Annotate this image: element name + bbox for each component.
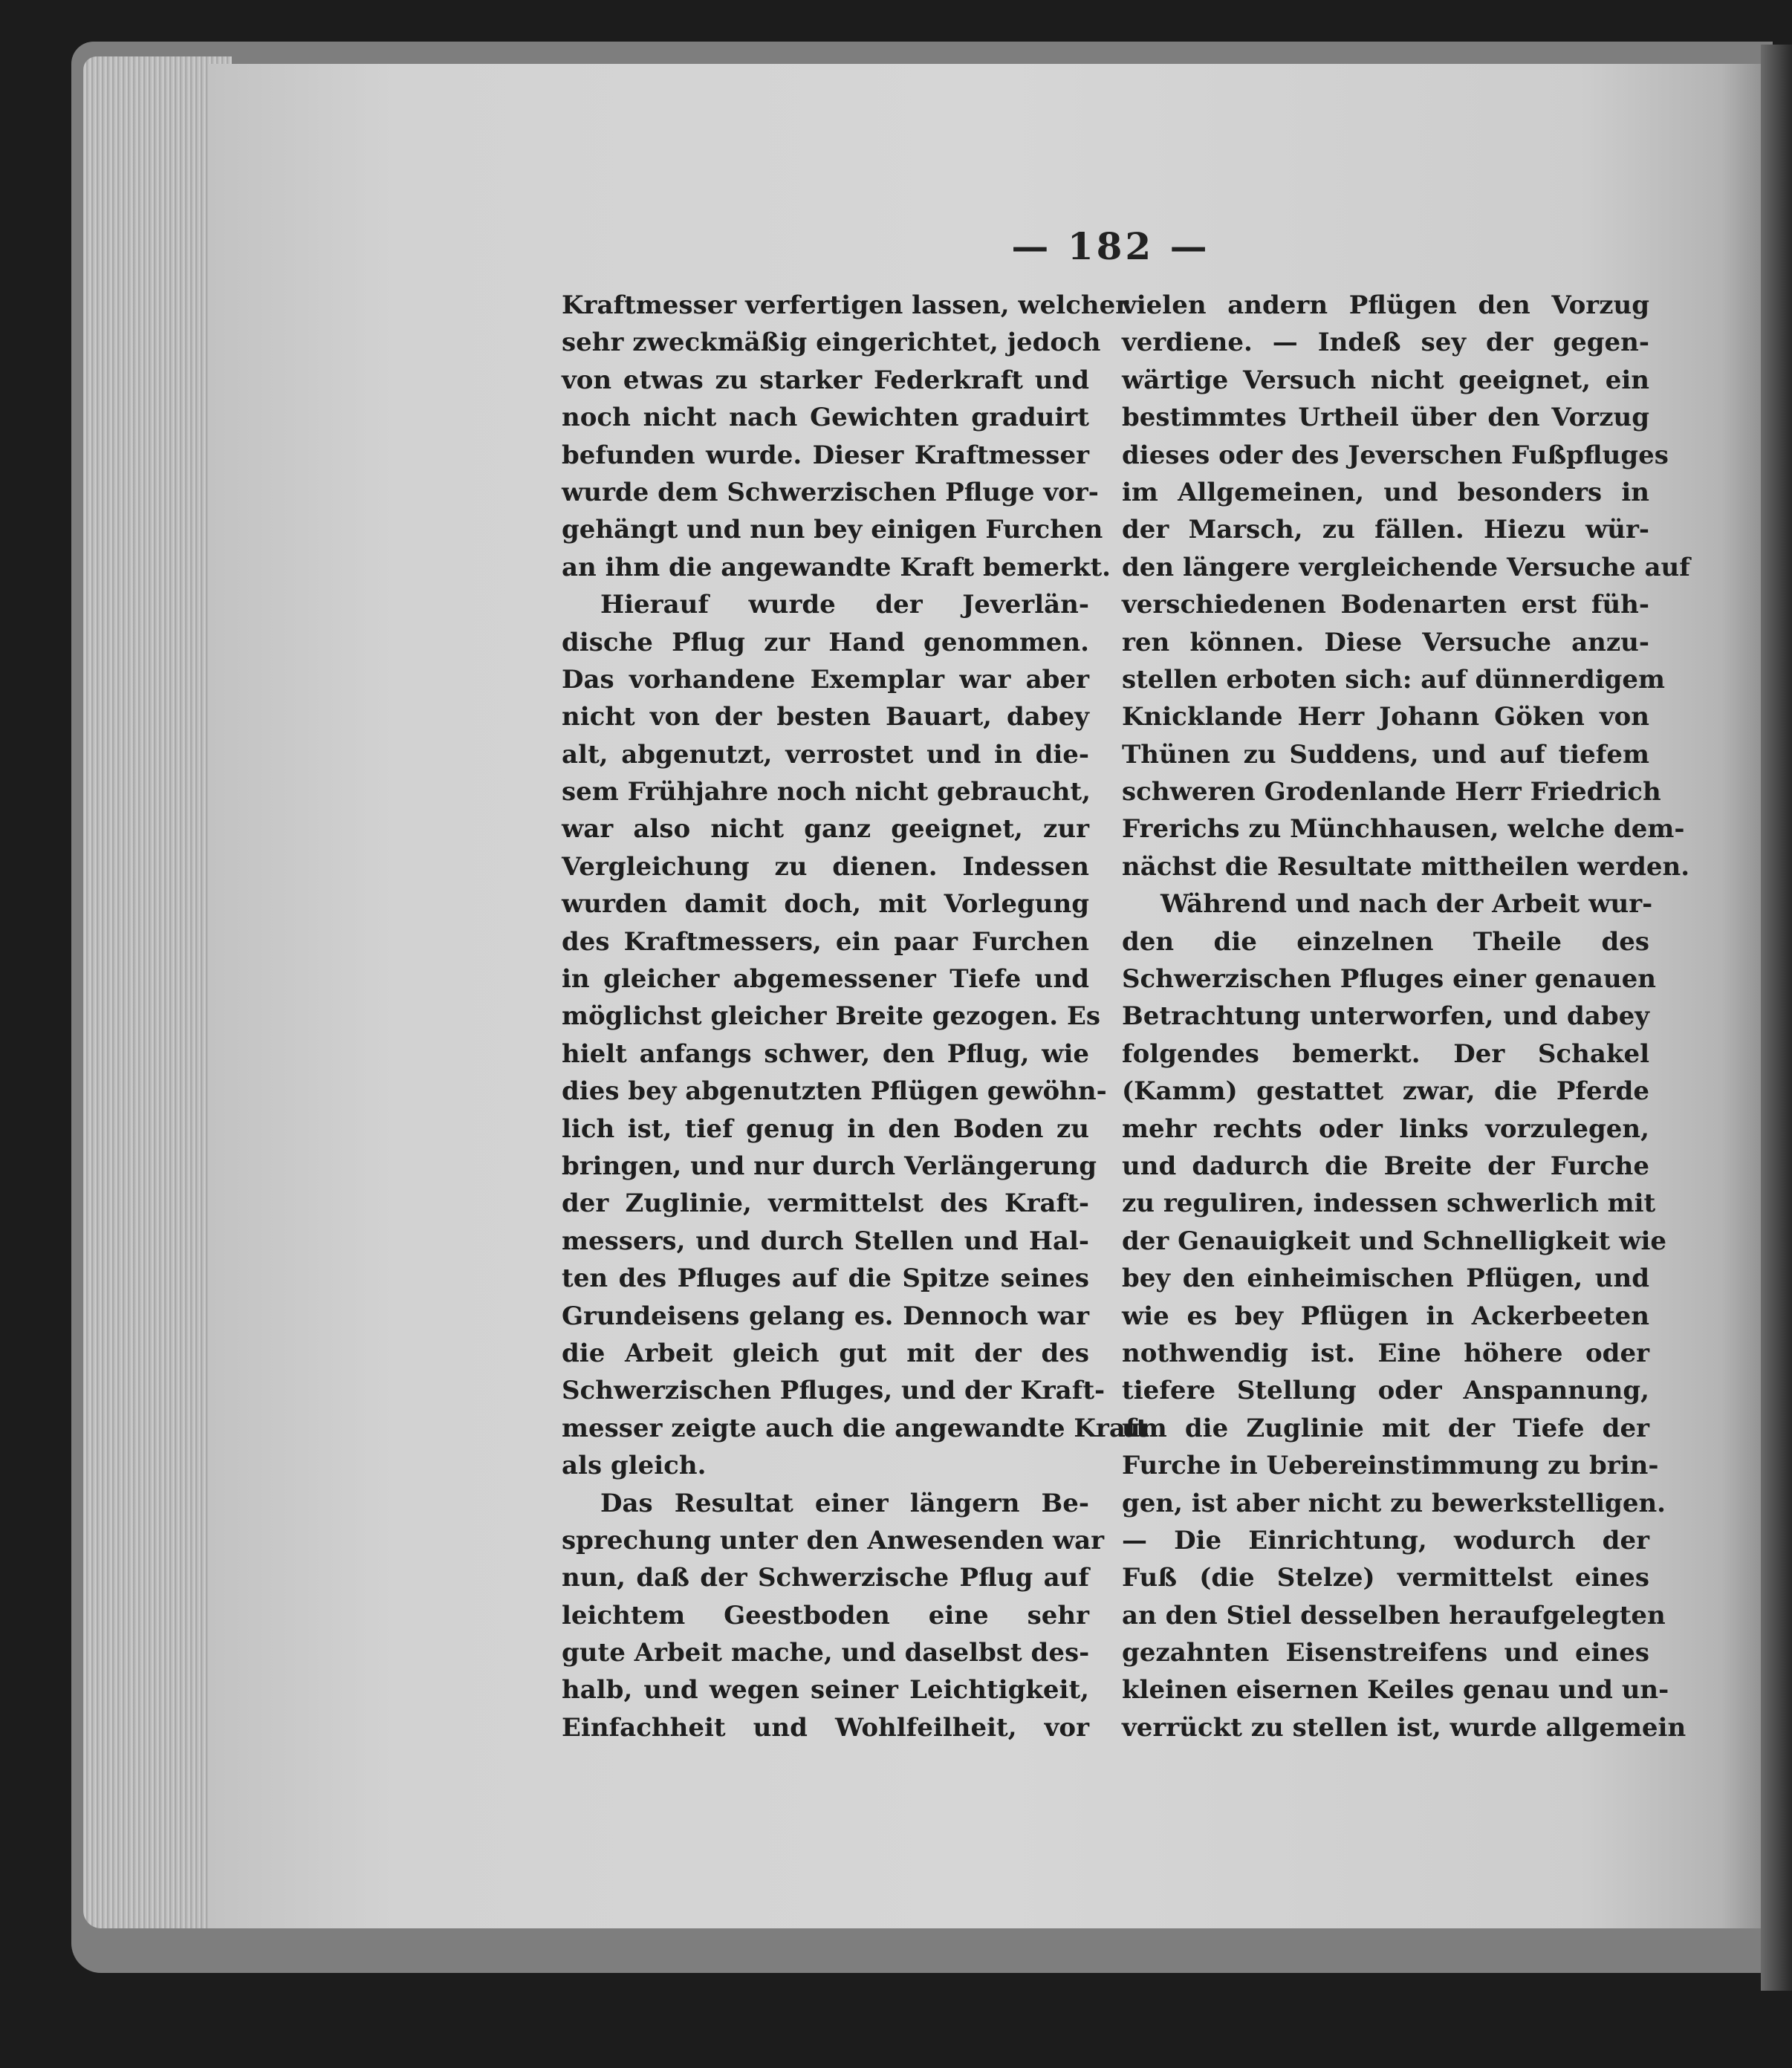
text-line: halb, und wegen seiner Leichtigkeit,: [562, 1675, 1089, 1706]
text-line: der Zuglinie, vermittelst des Kraft-: [562, 1189, 1089, 1219]
text-line: ten des Pfluges auf die Spitze seines: [562, 1264, 1089, 1294]
text-line: mehr rechts oder links vorzulegen,: [1122, 1113, 1649, 1144]
text-line: Einfachheit und Wohlfeilheit, vor: [562, 1712, 1089, 1743]
text-line: lich ist, tief genug in den Boden zu: [562, 1113, 1089, 1144]
text-line: vielen andern Pflügen den Vorzug: [1122, 290, 1649, 320]
text-line: und dadurch die Breite der Furche: [1122, 1151, 1649, 1181]
text-line: gute Arbeit mache, und daselbst des-: [562, 1638, 1090, 1668]
text-line: Grundeisens gelang es. Dennoch war: [562, 1301, 1089, 1331]
text-line: nächst die Resultate mittheilen werden.: [1122, 851, 1690, 882]
text-line: nothwendig ist. Eine höhere oder: [1122, 1338, 1649, 1368]
text-line: Das Resultat einer längern Be-: [600, 1488, 1089, 1518]
text-line: nicht von der besten Bauart, dabey: [562, 702, 1089, 732]
text-line: Vergleichung zu dienen. Indessen: [562, 851, 1089, 882]
text-line: wie es bey Pflügen in Ackerbeeten: [1122, 1301, 1649, 1331]
text-line: tiefere Stellung oder Anspannung,: [1122, 1376, 1649, 1406]
text-line: sprechung unter den Anwesenden war: [562, 1525, 1105, 1555]
text-line: schweren Grodenlande Herr Friedrich: [1122, 777, 1661, 807]
text-line: gezahnten Eisenstreifens und eines: [1122, 1638, 1649, 1668]
text-line: die Arbeit gleich gut mit der des: [562, 1338, 1089, 1368]
text-line: den die einzelnen Theile des: [1122, 926, 1649, 957]
text-line: Schwerzischen Pfluges, und der Kraft-: [562, 1376, 1106, 1406]
text-line: sem Frühjahre noch nicht gebraucht,: [562, 777, 1091, 807]
text-line: messers, und durch Stellen und Hal-: [562, 1226, 1089, 1256]
text-line: messer zeigte auch die angewandte Kraft: [562, 1413, 1149, 1443]
text-line: Schwerzischen Pfluges einer genauen: [1122, 964, 1657, 995]
text-line: dies bey abgenutzten Pflügen gewöhn-: [562, 1076, 1107, 1107]
text-line: hielt anfangs schwer, den Pflug, wie: [562, 1038, 1089, 1069]
text-line: (Kamm) gestattet zwar, die Pferde: [1122, 1076, 1649, 1107]
text-line: dieses oder des Jeverschen Fußpfluges: [1122, 440, 1669, 470]
text-line: verdiene. — Indeß sey der gegen-: [1122, 328, 1649, 358]
text-line: kleinen eisernen Keiles genau und un-: [1122, 1675, 1669, 1706]
text-line: an ihm die angewandte Kraft bemerkt.: [562, 552, 1111, 582]
text-line: im Allgemeinen, und besonders in: [1122, 477, 1649, 507]
text-line: den längere vergleichende Versuche auf: [1122, 552, 1690, 582]
text-line: der Genauigkeit und Schnelligkeit wie: [1122, 1226, 1666, 1256]
text-line: stellen erboten sich: auf dünnerdigem: [1122, 664, 1666, 695]
text-line: Hierauf wurde der Jeverlän-: [600, 590, 1089, 620]
text-line: verschiedenen Bodenarten erst füh-: [1122, 590, 1649, 620]
text-line: wärtige Versuch nicht geeignet, ein: [1122, 365, 1649, 395]
text-line: Während und nach der Arbeit wur-: [1160, 889, 1653, 920]
text-line: Fuß (die Stelze) vermittelst eines: [1122, 1563, 1649, 1593]
text-line: gehängt und nun bey einigen Furchen: [562, 515, 1103, 545]
right-text-column: [1122, 287, 1690, 1746]
left-text-column: [562, 287, 1149, 1746]
text-line: ren können. Diese Versuche anzu-: [1122, 627, 1649, 657]
text-line: bestimmtes Urtheil über den Vorzug: [1122, 403, 1649, 433]
text-line: Furche in Uebereinstimmung zu brin-: [1122, 1451, 1659, 1481]
text-line: verrückt zu stellen ist, wurde allgemein: [1122, 1712, 1687, 1743]
book-gutter: [1761, 45, 1792, 1991]
text-line: dische Pflug zur Hand genommen.: [562, 627, 1089, 657]
text-line: Frerichs zu Münchhausen, welche dem-: [1122, 814, 1685, 845]
text-line: befunden wurde. Dieser Kraftmesser: [562, 440, 1089, 470]
text-line: wurden damit doch, mit Vorlegung: [562, 889, 1089, 920]
text-line: wurde dem Schwerzischen Pfluge vor-: [562, 477, 1099, 507]
text-line: Thünen zu Suddens, und auf tiefem: [1122, 739, 1649, 770]
text-line: war also nicht ganz geeignet, zur: [562, 814, 1089, 845]
text-line: gen, ist aber nicht zu bewerkstelligen.: [1122, 1488, 1666, 1518]
text-line: bringen, und nur durch Verlängerung: [562, 1151, 1097, 1181]
text-line: als gleich.: [562, 1451, 707, 1481]
text-line: nun, daß der Schwerzische Pflug auf: [562, 1563, 1089, 1593]
text-line: an den Stiel desselben heraufgelegten: [1122, 1600, 1666, 1630]
text-line: leichtem Geestboden eine sehr: [562, 1600, 1089, 1630]
page-number: — 182 —: [1011, 224, 1210, 268]
text-line: alt, abgenutzt, verrostet und in die-: [562, 739, 1089, 770]
text-line: des Kraftmessers, ein paar Furchen: [562, 926, 1089, 957]
text-line: Das vorhandene Exemplar war aber: [562, 664, 1089, 695]
text-line: Knicklande Herr Johann Göken von: [1122, 702, 1649, 732]
text-line: — Die Einrichtung, wodurch der: [1122, 1525, 1649, 1555]
text-line: möglichst gleicher Breite gezogen. Es: [562, 1001, 1101, 1032]
text-line: noch nicht nach Gewichten graduirt: [562, 403, 1089, 433]
text-line: bey den einheimischen Pflügen, und: [1122, 1264, 1649, 1294]
text-line: von etwas zu starker Federkraft und: [562, 365, 1089, 395]
text-line: um die Zuglinie mit der Tiefe der: [1122, 1413, 1649, 1443]
text-line: in gleicher abgemessener Tiefe und: [562, 964, 1089, 995]
text-line: Kraftmesser verfertigen lassen, welcher: [562, 290, 1129, 320]
text-line: zu reguliren, indessen schwerlich mit: [1122, 1189, 1656, 1219]
text-line: Betrachtung unterworfen, und dabey: [1122, 1001, 1649, 1032]
text-line: folgendes bemerkt. Der Schakel: [1122, 1038, 1649, 1069]
text-line: sehr zweckmäßig eingerichtet, jedoch: [562, 328, 1101, 358]
text-line: der Marsch, zu fällen. Hiezu wür-: [1122, 515, 1649, 545]
